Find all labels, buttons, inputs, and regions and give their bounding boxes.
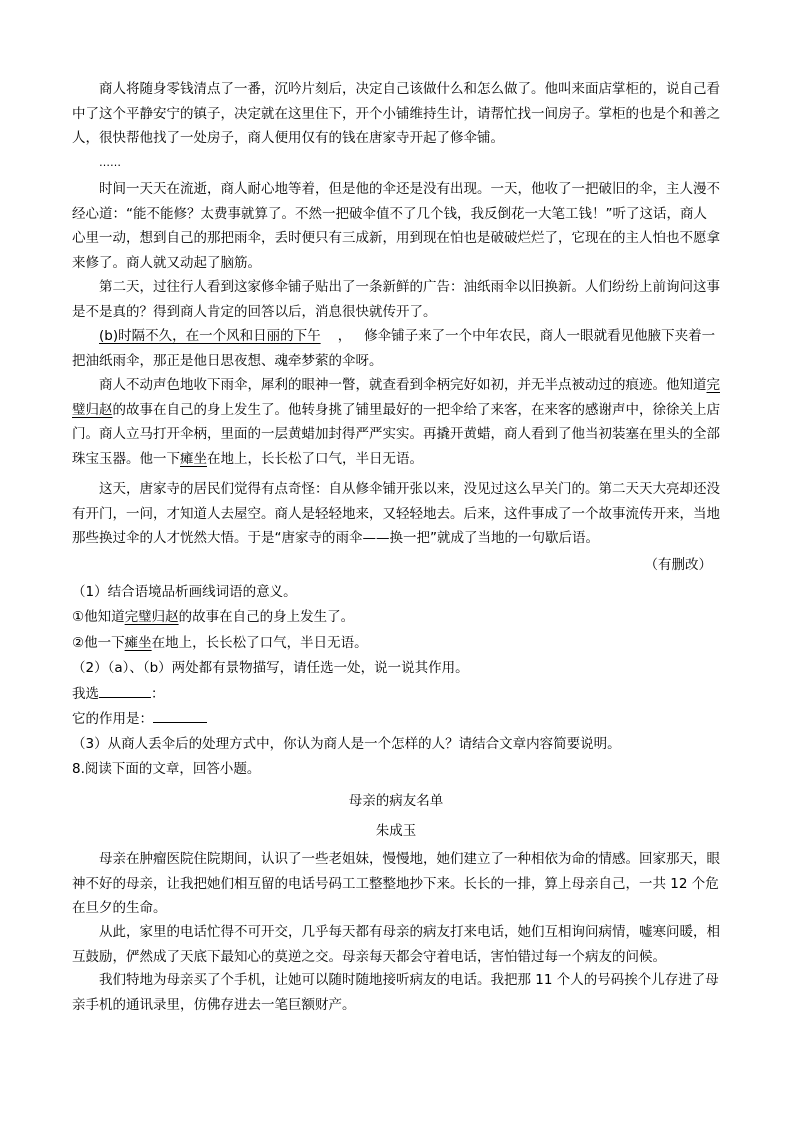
story-paragraph-3: 第二天，过往行人看到这家修伞铺子贴出了一条新鲜的广告：油纸雨伞以旧换新。人们纷纷上前询问这事是不是真的？得到商人肯定的回答以后，消息很快就传开了。 <box>72 279 720 320</box>
article-author: 朱成玉 <box>375 823 417 839</box>
scene-description-b: (b)时隔不久，在一个风和日丽的下午 <box>99 328 321 344</box>
story-paragraph-5: 商人不动声色地收下雨伞，犀利的眼神一瞥，就查看到伞柄完好如初，并无半点被动过的痕迹。他知道完璧归赵的故事在自己的身上发生了。他转身挑了铺里最好的一把伞给了来客，在来客的感谢声中，徐徐关上店门。商人立马打开伞柄，里面的一层黄蜡加封得严严实实。再撬开黄蜡，商人看到了他当初装塞在里头的全部珠宝玉器。他一下瘫坐在地上，长长松了口气，半日无语。 <box>72 377 720 467</box>
question-2-effect: 它的作用是： <box>72 707 720 732</box>
source-note: （有删改） <box>644 557 712 573</box>
article-paragraph-1: 母亲在肿瘤医院住院期间，认识了一些老姐妹，慢慢地，她们建立了一种相依为命的情感。回家那天，眼神不好的母亲，让我把她们相互留的电话号码工工整整地抄下来。长长的一排，算上母亲自己，一共 12 个危在旦夕的生命。 <box>72 851 720 916</box>
article-title: 母亲的病友名单 <box>348 793 444 809</box>
story-paragraph-6: 这天，唐家寺的居民们觉得有点奇怪：自从修伞铺开张以来，没见过这么早关门的。第二天天大亮却还没有开门，一问，才知道人去屋空。商人是轻轻地来，又轻轻地去。后来，这件事成了一个故事流传开来，当地那些换过伞的人才恍然大悟。于是“唐家寺的雨伞——换一把”就成了当地的一句歇后语。 <box>72 481 720 546</box>
story-ellipsis: …… <box>99 156 121 169</box>
answer-blank[interactable] <box>153 708 207 723</box>
story-paragraph-2: 时间一天天在流逝，商人耐心地等着，但是他的伞还是没有出现。一天，他收了一把破旧的伞，主人漫不经心道：“能不能修？太费事就算了。不然一把破伞值不了几个钱，我反倒花一大笔工钱！”听了这话，商人心里一动，想到自己的那把雨伞，丢时便只有三成新，用到现在怕也是破破烂烂了，它现在的主人怕也不愿拿来修了。商人就又动起了脑筋。 <box>72 181 720 271</box>
section-8-heading: 8.阅读下面的文章，回答小题。 <box>72 761 261 777</box>
article-paragraph-2: 从此，家里的电话忙得不可开交，几乎每天都有母亲的病友打来电话，她们互相询问病情，嘘寒问暖，相互鼓励，俨然成了天底下最知心的莫逆之交。母亲每天都会守着电话，害怕错过每一个病友的问候。 <box>72 924 720 965</box>
question-1a: ①他知道完璧归赵的故事在自己的身上发生了。 <box>72 609 355 625</box>
question-1: （1）结合语境品析画线词语的意义。 <box>72 584 297 600</box>
underlined-word: 瘫坐 <box>180 450 207 467</box>
question-1b: ②他一下瘫坐在地上，长长松了口气，半日无语。 <box>72 635 368 651</box>
question-3: （3）从商人丢伞后的处理方式中，你认为商人是一个怎样的人？请结合文章内容简要说明。 <box>72 736 621 752</box>
answer-blank[interactable] <box>99 683 151 698</box>
story-paragraph-1: 商人将随身零钱清点了一番，沉吟片刻后，决定自己该做什么和怎么做了。他叫来面店掌柜的，说自己看中了这个平静安宁的镇子，决定就在这里住下，开个小铺维持生计，请帮忙找一间房子。掌柜的也是个和善之人，很快帮他找了一处房子，商人便用仅有的钱在唐家寺开起了修伞铺。 <box>72 81 720 146</box>
underlined-idiom: 完璧归赵 <box>72 377 720 418</box>
story-paragraph-4: (b)时隔不久，在一个风和日丽的下午 ， 修伞铺子来了一个中年农民，商人一眼就看见他腋下夹着一把油纸雨伞，那正是他日思夜想、魂牵梦萦的伞呀。 <box>72 328 716 369</box>
question-2-choice: 我选 ： <box>72 682 720 707</box>
question-2: （2）（a）、（b）两处都有景物描写，请任选一处，说一说其作用。 <box>72 660 469 676</box>
article-paragraph-3: 我们特地为母亲买了个手机，让她可以随时随地接听病友的电话。我把那 11 个人的号码挨个儿存进了母亲手机的通讯录里，仿佛存进去一笔巨额财产。 <box>72 972 719 1013</box>
